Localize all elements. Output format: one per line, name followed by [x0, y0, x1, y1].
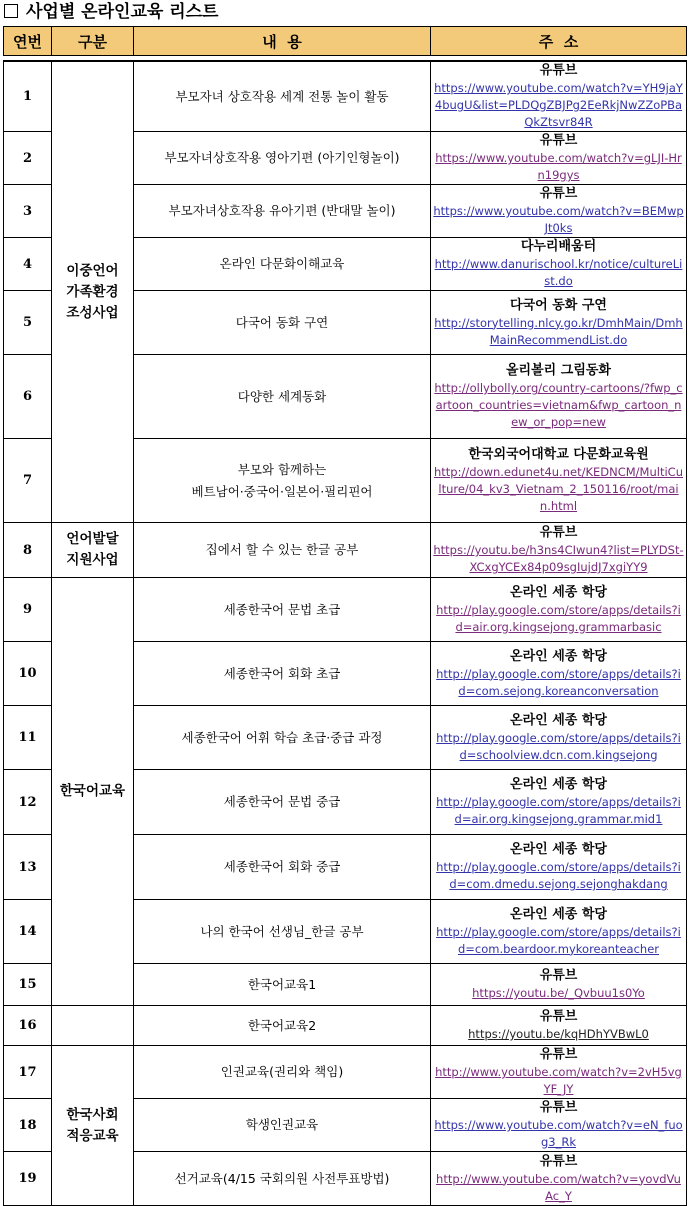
url-link[interactable]: https://www.youtube.com/watch?v=gLJI-Hrn19gys — [435, 151, 682, 182]
content-cell: 세종한국어 문법 중급 — [134, 770, 431, 835]
address-cell — [431, 642, 687, 706]
source-label: 온라인 세종 학당 — [510, 906, 607, 922]
row-number: 19 — [4, 1152, 52, 1206]
url-link[interactable]: http://www.danurischool.kr/notice/cultureList.do — [434, 257, 683, 288]
url-link[interactable]: http://play.google.com/store/apps/details?id=com.dmedu.sejong.sejonghakdang — [436, 860, 681, 891]
url-link[interactable]: https://youtu.be/kqHDhYVBwL0 — [468, 1027, 649, 1041]
row-number: 2 — [4, 132, 52, 185]
row-number: 17 — [4, 1046, 52, 1099]
source-label: 다국어 동화 구연 — [510, 297, 607, 313]
address-cell — [431, 1006, 687, 1046]
title-text: 사업별 온라인교육 리스트 — [26, 2, 219, 22]
url-link[interactable]: http://ollybolly.org/country-cartoons/?fwp_cartoon_countries=vietnam&fwp_cartoon_new_or_pop=new — [434, 381, 683, 429]
source-label: 온라인 세종 학당 — [510, 777, 607, 792]
table-row — [4, 1046, 687, 1099]
url-link[interactable]: http://play.google.com/store/apps/details?id=air.org.kingsejong.grammarbasic — [436, 602, 681, 634]
table-row — [4, 61, 687, 132]
content-cell: 다국어 동화 구연 — [134, 291, 431, 355]
content-cell: 학생인권교육 — [134, 1099, 431, 1152]
header-content: 내 용 — [134, 27, 431, 56]
row-number: 18 — [4, 1099, 52, 1152]
content-cell: 부모자녀상호작용 영아기편 (아기인형놀이) — [134, 132, 431, 185]
address-cell — [431, 900, 687, 964]
category-cell: 언어발달 지원사업 — [52, 523, 134, 578]
header-no: 연번 — [4, 27, 52, 56]
source-label: 유튜브 — [539, 1100, 578, 1115]
address-cell — [431, 185, 687, 238]
source-label: 유튜브 — [539, 968, 578, 983]
content-cell: 나의 한국어 선생님_한글 공부 — [134, 900, 431, 964]
address-cell — [431, 132, 687, 185]
source-label: 유튜브 — [539, 186, 578, 201]
category-cell: 이중언어 가족환경 조성사업 — [52, 61, 134, 523]
row-number: 12 — [4, 770, 52, 835]
row-number: 16 — [4, 1006, 52, 1046]
category-cell-empty — [52, 1006, 134, 1046]
source-label: 온라인 세종 학당 — [510, 842, 607, 857]
url-link[interactable]: https://youtu.be/_Qvbuu1s0Yo — [472, 986, 645, 1000]
url-link[interactable]: http://www.youtube.com/watch?v=yovdVuAc_Y — [436, 1171, 681, 1203]
checkbox-square-icon — [4, 4, 18, 18]
row-number: 15 — [4, 964, 52, 1006]
category-cell: 한국사회 적응교육 — [52, 1046, 134, 1206]
content-line-1: 부모와 함께하는 — [237, 461, 327, 477]
content-cell: 부모자녀 상호작용 세계 전통 놀이 활동 — [134, 61, 431, 132]
document-title — [4, 1, 218, 23]
row-number: 7 — [4, 439, 52, 523]
row-number: 1 — [4, 61, 52, 132]
table-header-row — [4, 27, 687, 56]
source-label: 온라인 세종 학당 — [510, 648, 607, 664]
content-cell: 세종한국어 문법 초급 — [134, 578, 431, 642]
address-cell — [431, 1099, 687, 1152]
source-label: 유튜브 — [539, 1047, 578, 1062]
content-cell: 부모자녀상호작용 유아기편 (반대말 놀이) — [134, 185, 431, 238]
url-link[interactable]: http://play.google.com/store/apps/details?id=com.beardoor.mykoreanteacher — [436, 924, 681, 956]
content-line-2: 베트남어·중국어·일본어·필리핀어 — [191, 483, 373, 499]
source-label: 다누리배움터 — [520, 239, 597, 254]
address-cell — [431, 355, 687, 439]
url-link[interactable]: http://down.edunet4u.net/KEDNCM/MultiCulture/04_kv3_Vietnam_2_150116/root/main.html — [434, 465, 683, 513]
content-cell: 세종한국어 어휘 학습 초급·중급 과정 — [134, 706, 431, 770]
row-number: 10 — [4, 642, 52, 706]
address-cell — [431, 770, 687, 835]
source-label: 한국외국어대학교 다문화교육원 — [468, 447, 649, 462]
row-number: 8 — [4, 523, 52, 578]
content-cell: 인권교육(권리와 책임) — [134, 1046, 431, 1099]
address-cell — [431, 964, 687, 1006]
address-cell — [431, 61, 687, 132]
address-cell — [431, 1046, 687, 1099]
address-cell — [431, 439, 687, 523]
category-cell: 한국어교육 — [52, 578, 134, 1006]
row-number: 3 — [4, 185, 52, 238]
source-label: 온라인 세종 학당 — [510, 712, 607, 728]
row-number: 14 — [4, 900, 52, 964]
url-link[interactable]: https://www.youtube.com/watch?v=BEMwpJt0ks — [433, 204, 684, 235]
table-row — [4, 578, 687, 642]
source-label: 유튜브 — [539, 133, 578, 148]
row-number: 11 — [4, 706, 52, 770]
source-label: 유튜브 — [539, 1153, 578, 1169]
content-cell: 다양한 세계동화 — [134, 355, 431, 439]
url-link[interactable]: http://www.youtube.com/watch?v=2vH5vgYF_JY — [435, 1065, 682, 1096]
url-link[interactable]: http://play.google.com/store/apps/details?id=com.sejong.koreanconversation — [436, 666, 681, 698]
address-cell — [431, 291, 687, 355]
address-cell — [431, 835, 687, 900]
source-label: 온라인 세종 학당 — [510, 584, 607, 600]
education-table — [3, 26, 687, 1206]
content-cell: 세종한국어 회화 초급 — [134, 642, 431, 706]
row-number: 9 — [4, 578, 52, 642]
source-label: 유튜브 — [539, 63, 578, 78]
url-link[interactable]: http://play.google.com/store/apps/details?id=air.org.kingsejong.grammar.mid1 — [436, 795, 681, 826]
address-cell — [431, 523, 687, 578]
content-cell: 세종한국어 회화 중급 — [134, 835, 431, 900]
url-link[interactable]: https://www.youtube.com/watch?v=eN_fuog3_Rk — [434, 1118, 683, 1149]
content-cell — [134, 439, 431, 523]
row-number: 13 — [4, 835, 52, 900]
address-cell — [431, 1152, 687, 1206]
header-address: 주 소 — [431, 27, 687, 56]
url-link[interactable]: https://www.youtube.com/watch?v=YH9jaY4bugU&list=PLDQgZBJPg2EeRkjNwZZoPBaQkZtsvr84R — [434, 81, 683, 129]
header-category: 구분 — [52, 27, 134, 56]
content-cell: 온라인 다문화이해교육 — [134, 238, 431, 291]
source-label: 유튜브 — [539, 1009, 578, 1024]
url-link[interactable]: http://play.google.com/store/apps/details?id=schoolview.dcn.com.kingsejong — [436, 730, 681, 762]
content-cell: 집에서 할 수 있는 한글 공부 — [134, 523, 431, 578]
address-cell — [431, 706, 687, 770]
content-cell: 한국어교육1 — [134, 964, 431, 1006]
content-cell: 선거교육(4/15 국회의원 사전투표방법) — [134, 1152, 431, 1206]
row-number: 5 — [4, 291, 52, 355]
row-number: 4 — [4, 238, 52, 291]
address-cell — [431, 578, 687, 642]
source-label: 올리볼리 그림동화 — [506, 363, 611, 378]
source-label: 유튜브 — [539, 525, 578, 540]
table-row — [4, 523, 687, 578]
content-cell: 한국어교육2 — [134, 1006, 431, 1046]
url-link[interactable]: http://storytelling.nlcy.go.kr/DmhMain/DmhMainRecommendList.do — [434, 315, 683, 347]
table-row — [4, 1006, 687, 1046]
row-number: 6 — [4, 355, 52, 439]
address-cell — [431, 238, 687, 291]
url-link[interactable]: https://youtu.be/h3ns4CIwun4?list=PLYDSt-XCxgYCEx84p09sgIujdJ7xgiYY9 — [433, 543, 684, 574]
